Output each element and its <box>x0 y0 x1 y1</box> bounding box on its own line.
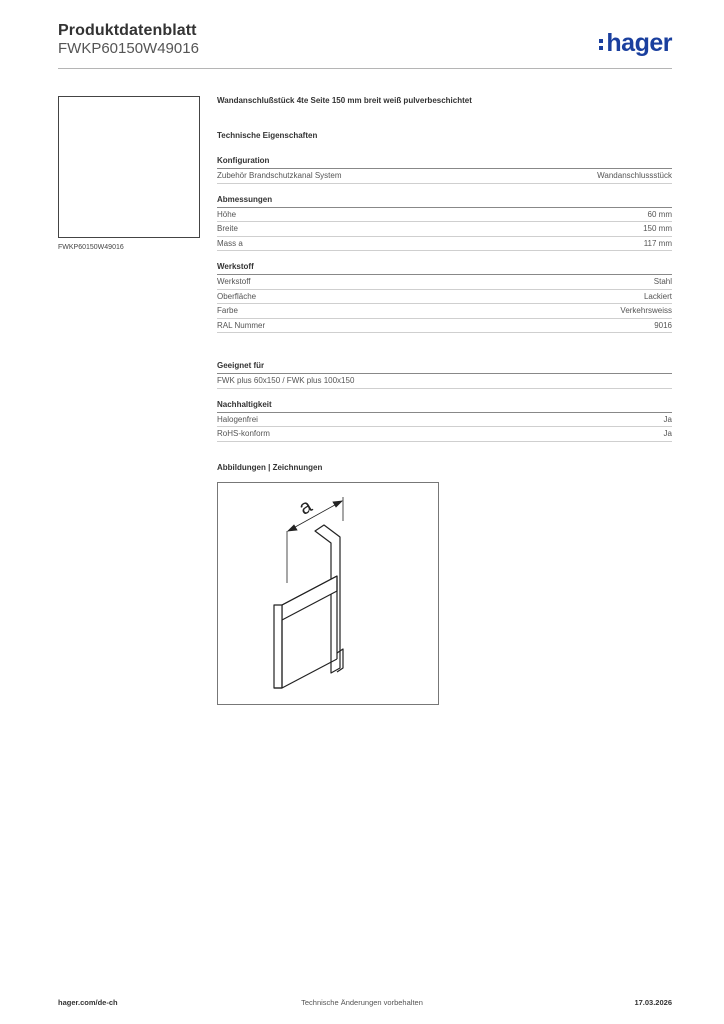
product-image-placeholder <box>58 96 200 238</box>
spec-group-title: Werkstoff <box>217 262 672 275</box>
spec-label: Mass a <box>217 238 243 248</box>
spec-row <box>217 222 672 237</box>
technical-drawing <box>217 482 439 705</box>
product-description: Wandanschlußstück 4te Seite 150 mm breit weiß pulverbeschichtet <box>217 96 472 105</box>
spec-row <box>217 208 672 223</box>
logo-text: hager <box>606 29 672 57</box>
spec-value: 9016 <box>654 320 672 330</box>
spec-label: FWK plus 60x150 / FWK plus 100x150 <box>217 376 355 385</box>
spec-row <box>217 374 672 389</box>
specs-content <box>217 96 672 453</box>
spec-group-title: Geeignet für <box>217 361 672 374</box>
spec-label: Werkstoff <box>217 277 251 286</box>
spec-value: Ja <box>663 429 672 438</box>
spec-value: 150 mm <box>643 224 672 233</box>
spec-group <box>217 400 672 442</box>
footer-website[interactable]: hager.com/de-ch <box>58 998 118 1007</box>
spec-label: Zubehör Brandschutzkanal System <box>217 171 342 180</box>
page-title: Produktdatenblatt <box>58 22 197 39</box>
spec-value: Stahl <box>653 277 672 286</box>
spec-row <box>217 237 672 252</box>
spec-value: Lackiert <box>643 291 672 301</box>
product-image-caption: FWKP60150W49016 <box>58 244 124 251</box>
wall-connector-drawing <box>218 483 438 704</box>
spec-label: Oberfläche <box>217 291 257 301</box>
hager-logo <box>599 29 672 58</box>
spec-value: Verkehrsweiss <box>620 306 672 315</box>
spec-row <box>217 290 672 305</box>
spec-row <box>217 169 672 184</box>
spec-group <box>217 262 672 333</box>
spec-row <box>217 275 672 290</box>
spec-row <box>217 319 672 334</box>
technical-heading: Technische Eigenschaften <box>217 131 318 140</box>
spec-group-title: Abmessungen <box>217 195 672 208</box>
spec-value: 117 mm <box>643 238 672 248</box>
spec-value: 60 mm <box>647 209 672 219</box>
footer-disclaimer: Technische Änderungen vorbehalten <box>301 998 423 1007</box>
spec-label: Farbe <box>217 306 238 315</box>
spec-label: Halogenfrei <box>217 414 258 424</box>
spec-group-title: Nachhaltigkeit <box>217 400 672 413</box>
product-code: FWKP60150W49016 <box>58 40 199 57</box>
footer-date: 17.03.2026 <box>634 998 672 1007</box>
drawings-heading: Abbildungen | Zeichnungen <box>217 463 323 472</box>
spec-row <box>217 413 672 428</box>
header-divider <box>58 68 672 69</box>
spec-group-title: Konfiguration <box>217 156 672 169</box>
spec-group <box>217 156 672 184</box>
dimension-label: a <box>295 494 316 520</box>
spec-group <box>217 361 672 389</box>
spec-label: Höhe <box>217 209 237 219</box>
spec-groups <box>217 156 672 442</box>
logo-dots-icon <box>599 36 604 53</box>
spec-label: Breite <box>217 224 238 233</box>
spec-label: RoHS-konform <box>217 429 270 438</box>
spec-group <box>217 195 672 252</box>
spec-row <box>217 427 672 442</box>
spec-row <box>217 304 672 319</box>
spec-label: RAL Nummer <box>217 320 266 330</box>
spec-value: Ja <box>663 414 672 424</box>
spec-value: Wandanschlussstück <box>597 171 672 180</box>
